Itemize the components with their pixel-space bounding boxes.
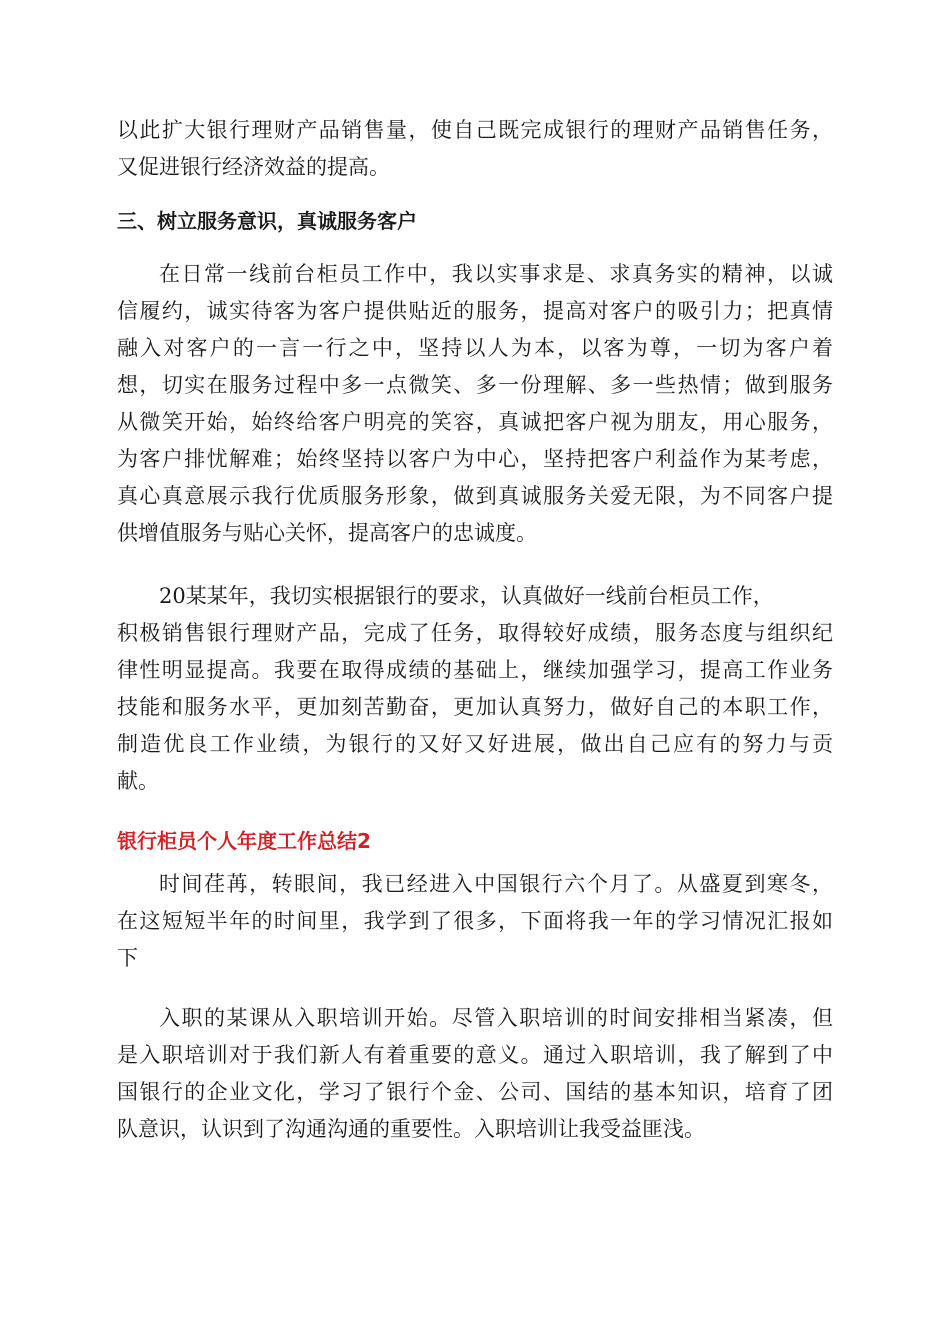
text-line: 想，切实在服务过程中多一点微笑、多一份理解、多一些热情；做到服务	[117, 373, 833, 397]
text-line: 在这短短半年的时间里，我学到了很多，下面将我一年的学习情况汇报如	[117, 909, 833, 933]
text-line: 积极销售银行理财产品，完成了任务，取得较好成绩，服务态度与组织纪	[117, 621, 833, 645]
text-line: 队意识，认识到了沟通沟通的重要性。入职培训让我受益匪浅。	[117, 1117, 705, 1141]
text-line: 律性明显提高。我要在取得成绩的基础上，继续加强学习，提高工作业务	[117, 658, 833, 682]
section-heading: 三、树立服务意识，真诚服务客户	[117, 209, 417, 233]
text-line: 信履约，诚实待客为客户提供贴近的服务，提高对客户的吸引力；把真情	[117, 299, 833, 323]
text-line: 技能和服务水平，更加刻苦勤奋，更加认真努力，做好自己的本职工作，	[117, 695, 833, 719]
text-line: 下	[117, 946, 138, 970]
text-line: 真心真意展示我行优质服务形象，做到真诚服务关爱无限，为不同客户提	[117, 484, 833, 508]
text-line: 为客户排忧解难；始终坚持以客户为中心，坚持把客户利益作为某考虑，	[117, 447, 833, 471]
text-line: 制造优良工作业绩，为银行的又好又好进展，做出自己应有的努力与贡	[117, 732, 833, 756]
text-line: 从微笑开始，始终给客户明亮的笑容，真诚把客户视为朋友，用心服务，	[117, 410, 833, 434]
article-title: 银行柜员个人年度工作总结2	[117, 829, 371, 853]
paragraph-service	[117, 256, 833, 552]
paragraph-intro	[117, 866, 833, 977]
text-line: 献。	[117, 769, 159, 793]
text-line: 入职的某课从入职培训开始。尽管入职培训的时间安排相当紧凑，但	[159, 1006, 833, 1030]
text-line: 融入对客户的一言一行之中，坚持以人为本，以客为尊，一切为客户着	[117, 336, 833, 360]
text-line: 国银行的企业文化，学习了银行个金、公司、国结的基本知识，培育了团	[117, 1080, 833, 1104]
paragraph-top	[117, 112, 833, 186]
text-line: 又促进银行经济效益的提高。	[117, 155, 390, 179]
text-line: 20某某年，我切实根据银行的要求，认真做好一线前台柜员工作，	[159, 584, 774, 608]
paragraph-summary	[117, 578, 833, 800]
text-line: 供增值服务与贴心关怀，提高客户的忠诚度。	[117, 521, 537, 545]
text-line: 时间荏苒，转眼间，我已经进入中国银行六个月了。从盛夏到寒冬，	[159, 872, 833, 896]
text-line: 在日常一线前台柜员工作中，我以实事求是、求真务实的精神，以诚	[159, 262, 833, 286]
text-line: 是入职培训对于我们新人有着重要的意义。通过入职培训，我了解到了中	[117, 1043, 833, 1067]
paragraph-training	[117, 1000, 833, 1148]
text-line: 以此扩大银行理财产品销售量，使自己既完成银行的理财产品销售任务，	[117, 118, 833, 142]
